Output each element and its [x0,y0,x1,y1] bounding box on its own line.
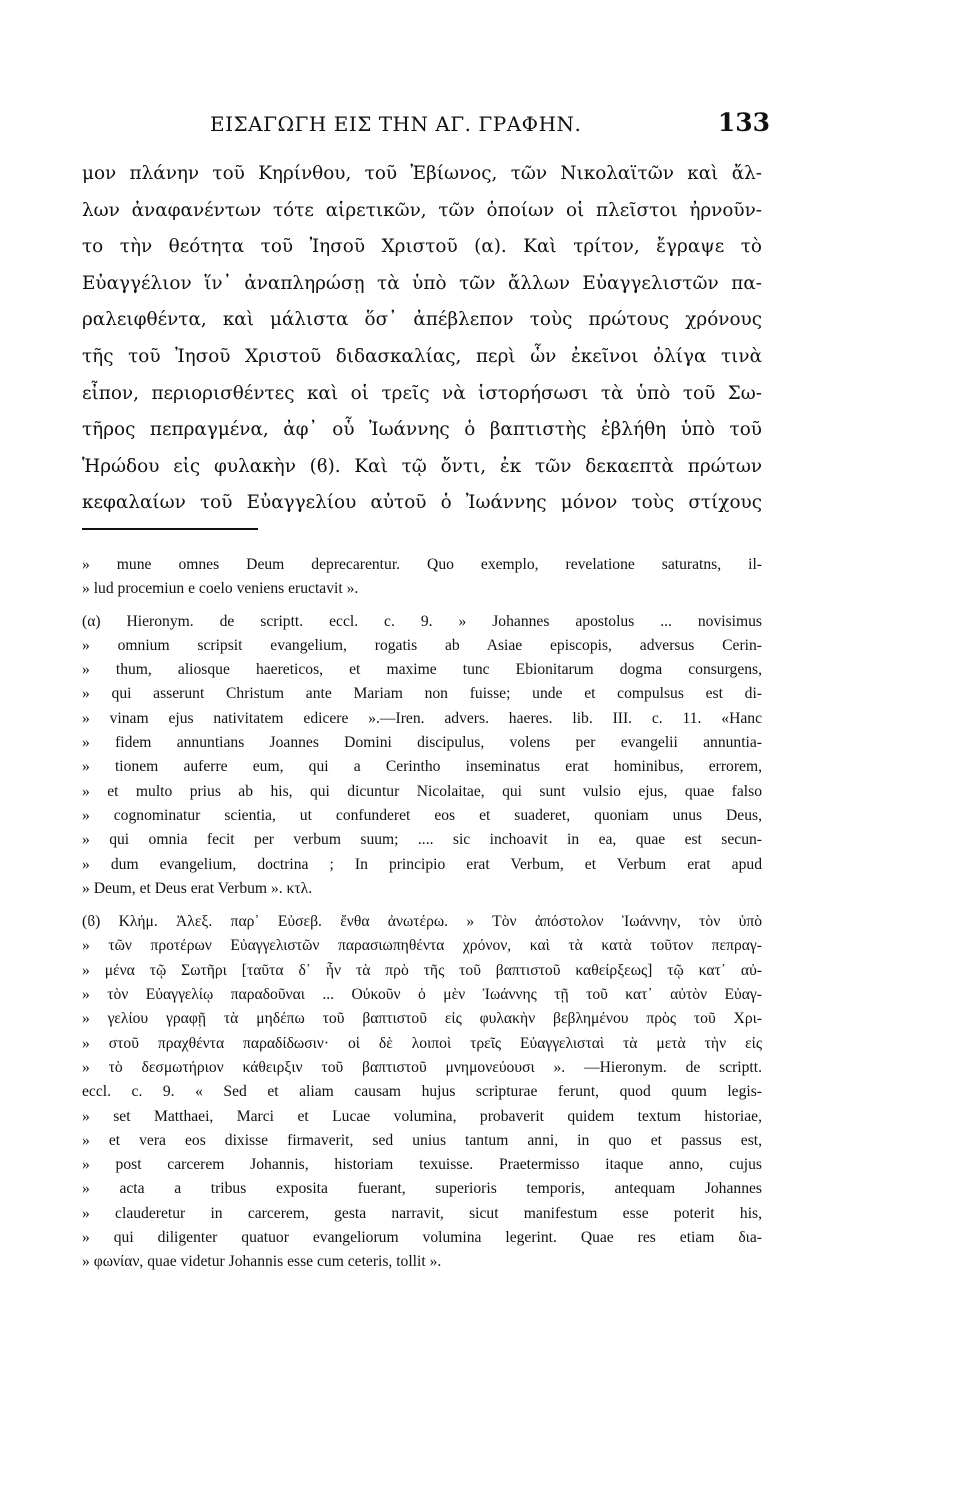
main-text-line: το τὴν θεότητα τοῦ Ἰησοῦ Χριστοῦ (α). Καὶ τρίτον, ἔγραψε τὸ [82,236,762,258]
main-text-line: Εὐαγγέλιον ἵν᾽ ἀναπληρώσῃ τὰ ὑπὸ τῶν ἄλλων Εὐαγγελιστῶν πα- [82,272,762,294]
footnote-line: » στοῦ πραχθέντα παραδίδωσιν· οἱ δὲ λοιποὶ τρεῖς Εὐαγγελισταὶ τὰ μετὰ τὴν εἰς [82,1034,762,1052]
main-text-line: εἶπον, περιορισθέντες καὶ οἱ τρεῖς νὰ ἱστορήσωσι τὰ ὑπὸ τοῦ Σω- [82,382,762,404]
footnote-line: » mune omnes Deum deprecarentur. Quo exemplo, revelatione saturatns, il- [82,556,762,573]
footnote-line: » post carcerem Johannis, historiam texuisse. Praetermisso itaque anno, cujus [82,1156,762,1174]
main-text-line: τῆς τοῦ Ἰησοῦ Χριστοῦ διδασκαλίας, περὶ ὧν ἐκεῖνοι ὀλίγα τινὰ [82,345,762,367]
main-text-line: λων ἀναφανέντων τότε αἱρετικῶν, τῶν ὁποίων οἱ πλεῖστοι ἠρνοῦν- [82,199,762,221]
footnote-line: » τὸν Εὐαγγελίῳ παραδοῦναι ... Οὐκοῦν ὁ μὲν Ἰωάννης τῇ τοῦ κατ᾽ αὐτὸν Εὐαγ- [82,986,762,1004]
footnote-line: » qui diligenter quatuor evangeliorum volumina legerint. Quae res etiam διa- [82,1229,762,1247]
main-text-line: μον πλάνην τοῦ Κηρίνθου, τοῦ Ἐβίωνος, τῶν Νικολαϊτῶν καὶ ἄλ- [82,163,762,184]
footnote-line: » et multo prius ab his, qui dicuntur Nicolaitae, qui sunt vulsio ejus, quae falso [82,782,762,800]
footnote-line: » tionem auferre eum, qui a Cerintho inseminatus erat hominibus, errorem, [82,758,762,776]
footnote-line: (α) Hieronym. de scriptt. eccl. c. 9. » Johannes apostolus ... novisimus [82,612,762,630]
footnote-line: » set Matthaei, Marci et Lucae volumina, probaverit quidem textum historiae, [82,1107,762,1125]
page-header [210,108,770,140]
page-number: 133 [717,108,770,137]
footnote-line: » Deum, et Deus erat Verbum ». κτλ. [82,879,313,897]
footnote-line: » clauderetur in carcerem, gesta narravit, sicut manifestum esse poterit his, [82,1204,762,1222]
footnote-line: » fidem annuntians Joannes Domini discipulus, volens per evangelii annuntia- [82,734,762,752]
footnote-line: » φωνίαν, quae videtur Johannis esse cum ceteris, tollit ». [82,1253,442,1271]
footnote-line: » lud procemiun e coelo veniens eructavit ». [82,580,359,598]
footnote-line: » acta a tribus exposita fuerant, superioris temporis, antequam Johannes [82,1180,762,1198]
main-text-block [82,156,762,522]
main-text-line: τῆρος πεπραγμένα, ἀφ᾽ οὗ Ἰωάννης ὁ βαπτιστὴς ἐβλήθη ὑπὸ τοῦ [82,419,762,441]
footnote-a [82,610,762,902]
main-text-line: Ἡρώδου εἰς φυλακὴν (ϐ). Καὶ τῷ ὄντι, ἐκ τῶν δεκαεπτὰ πρώτων [82,455,762,477]
footnote-line: » omnium scripsit evangelium, rogatis ab Asiae episcopis, adversus Cerin- [82,636,762,654]
footnote-line: » vinam ejus nativitatem edicere ».—Iren. advers. haeres. lib. III. c. 11. «Hanc [82,709,762,727]
footnote-continuation [82,553,762,602]
footnote-b [82,910,762,1274]
footnote-line: » cognominatur scientia, ut confunderet eos et suaderet, quoniam unus Deus, [82,806,762,824]
footnote-line: » τὸ δεσμωτήριον κάθειρξιν τοῦ βαπτιστοῦ μνημονεύουσι ». —Hieronym. de scriptt. [82,1058,762,1076]
main-text-line: ραλειφθέντα, καὶ μάλιστα ὅσ᾽ ἀπέβλεπον τοὺς πρώτους χρόνους [82,309,762,331]
main-text-line: κεφαλαίων τοῦ Εὐαγγελίου αὐτοῦ ὁ Ἰωάννης μόνον τοὺς στίχους [82,492,762,514]
footnote-divider [82,528,258,530]
footnote-line: » thum, aliosque haereticos, et maxime tunc Ebionitarum dogma consurgens, [82,661,762,679]
footnote-line: eccl. c. 9. « Sed et aliam causam hujus scripturae ferunt, quod quum legis- [82,1083,762,1101]
footnotes-block [82,553,762,1275]
footnote-line: » et vera eos dixisse firmaverit, sed unius tantum anni, in quo et passus est, [82,1131,762,1149]
footnote-line: » γελίου γραφῇ τὰ μηδέπω τοῦ βαπτιστοῦ εἰς φυλακὴν βεβλημένου πρὸς τοῦ Χρι- [82,1010,762,1028]
footnote-line: » qui omnia fecit per verbum suum; .... sic inchoavit in ea, quae est secun- [82,831,762,849]
footnote-line: (ϐ) Κλήμ. Ἀλεξ. παρ᾽ Εὐσεβ. ἔνθα ἀνωτέρω. » Τὸν ἀπόστολον Ἰωάννην, τὸν ὑπὸ [82,913,762,931]
footnote-line: » qui asserunt Christum ante Mariam non fuisse; unde et compulsus est di- [82,685,762,703]
footnote-line: » τῶν προτέρων Εὐαγγελιστῶν παρασιωπηθέντα χρόνον, καὶ τὰ κατὰ τοῦτον πεπραγ- [82,937,762,955]
footnote-line: » μένα τῷ Σωτῆρι [ταῦτα δ᾽ ἦν τὰ πρὸ τῆς τοῦ βαπτιστοῦ καθείρξεως] τῷ κατ᾽ αὐ- [82,961,762,979]
footnote-line: » dum evangelium, doctrina ; In principio erat Verbum, et Verbum erat apud [82,855,762,873]
running-title: ΕΙΣΑΓΩΓΗ ΕΙΣ ΤΗΝ ΑΓ. ΓΡΑΦΗΝ. [210,112,582,136]
